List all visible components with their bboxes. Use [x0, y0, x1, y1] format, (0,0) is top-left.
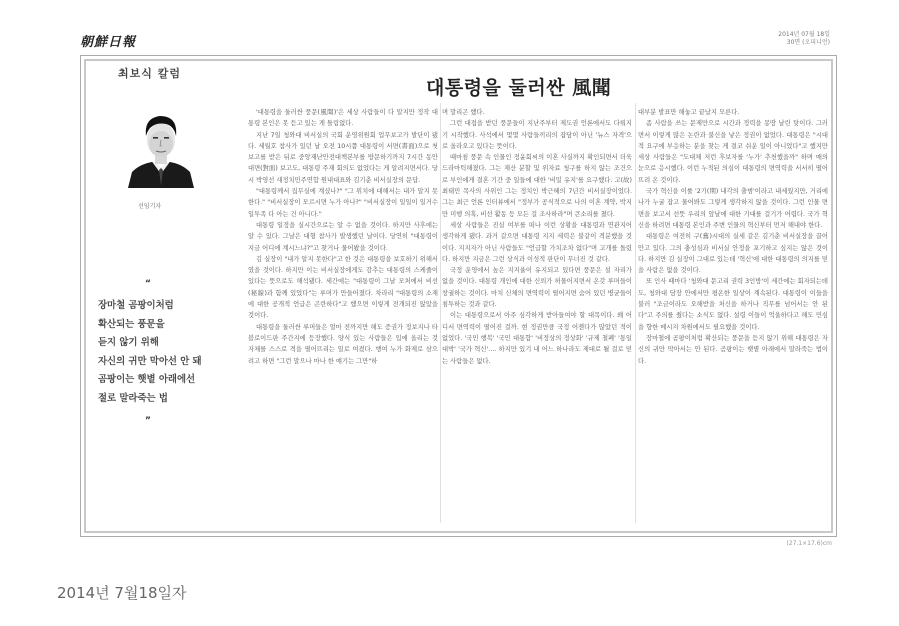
column-divider — [440, 103, 441, 523]
paragraph: "대통령께서 집무실에 계셨나?" "그 위치에 대해서는 내가 알지 못한다." "비서실장이 모르시면 누가 아나?" "비서실장이 일일이 일거수일투족 다 아는 건 아니다." — [248, 188, 438, 218]
article-headline: 대통령을 둘러싼 風聞 — [426, 77, 612, 99]
pull-quote-line: 절로 말라죽는 법 — [98, 392, 168, 404]
pull-quote-line: 자신의 귀만 막아선 안 돼 — [98, 355, 202, 367]
close-quote-mark: ” — [145, 416, 151, 426]
open-quote-mark: “ — [145, 279, 151, 289]
paragraph: 며 말리곤 했다. — [442, 109, 485, 116]
pull-quote — [98, 279, 218, 426]
paragraph: 또 인사 때마다 '청와대 문고리 권력 3인방'이 세간에는 회자되는데도, 청와대 담장 안에서만 평온한 일상이 계속된다. 대통령이 이들을 불러 "조금이라도 오해받을 처신을 하거나 직무를 넘어서는 안 된다"고 주의를 줬다는 소식도 없다. 설령 이들이 억울하다고 해도 민심을 향한 메시지 차원에서도 필요했을 것이다. — [638, 278, 828, 331]
paragraph: 때마침 풍문 속 인물인 정윤회씨의 이혼 사실까지 확인되면서 더욱 드라마틱해졌다. 그는 재산 분할 및 위자료 청구를 하지 않는 조건으로 부인에게 결혼 기간 중 일들에 대한 '비밀 유지'를 요구했다. 고(故) 최태민 목사의 사위인 그는 정치인 박근혜의 7년간 비서실장이었다. 그는 최근 언론 인터뷰에서 "정부가 공식적으로 나의 이혼 계약, 박지만 미행 의혹, 비선 활동 등 모든 걸 조사하라"며 큰소리를 쳤다. — [442, 154, 632, 218]
paragraph: 김 실장이 "내가 알지 못한다"고 한 것은 대통령을 보호하기 위해서였을 것이다. 하지만 이는 비서실장에게도 감추는 대통령의 스케줄이 있다는 뜻으로도 해석됐다. 세간에는 "대통령이 그날 모처에서 비선(秘線)과 함께 있었다"는 루머가 만들어졌다. 차라리 "대통령의 소재에 대한 공개적 언급은 곤란하다"고 했으면 이렇게 전개되진 않았을 것이다. — [248, 255, 438, 320]
article-inner-frame — [84, 59, 833, 533]
column-divider — [635, 103, 636, 523]
paragraph: 국정 운영에서 높은 지지율이 유지되고 있다면 풍문은 설 자리가 없을 것이다. 대통령 개인에 대한 신뢰가 허물어지면서 온갖 루머들이 창궐하는 것이다. 마치 신체의 면역력이 떨어지면 숨어 있던 병균들이 침투하는 것과 같다. — [442, 267, 632, 309]
paragraph: 대통령은 여전히 구(舊)시대의 실세 같은 김기춘 비서실장을 끌어안고 있다. 그의 충성심과 비서실 안정을 포기하고 싶지는 않은 것이다. 하지만 김 실장이 그대로 있는데 '혁신'에 대한 대통령의 의지를 믿을 사람은 없을 것이다. — [638, 233, 828, 275]
author-photo-icon — [126, 106, 196, 188]
pull-quote-lines — [98, 297, 218, 408]
paragraph: 지난 7일 청와대 비서실의 국회 운영위원회 업무보고가 발단이 됐다. 세월호 참사가 있던 날 오전 10시쯤 대통령이 서면(書面)으로 첫 보고를 받은 뒤로 중앙재난안전대책본부를 방문하기까지 7시간 동안 대면(對面) 보고도, 대통령 주재 회의도 없었다는 게 알려지면서다. 당시 박영선 새정치민주연합 원내대표와 김기춘 비서실장의 문답. — [248, 131, 438, 184]
clipping-size-note: (27.1×17.6)cm — [786, 540, 832, 547]
paragraph: 장마철에 곰팡이처럼 확산되는 풍문을 듣지 않기 위해 대통령은 자신의 귀만 막아서는 안 된다. 곰팡이는 햇볕 아래에서 말라죽는 법이다. — [638, 334, 828, 365]
dateline — [778, 31, 830, 47]
paragraph: 국가 혁신을 이룰 '2기(期) 내각의 출범'이라고 내세웠지만, 거리에 나가 누굴 잡고 물어봐도 그렇게 생각하지 않을 것이다. 그런 인물 면면을 보고서 선뜻 우리의 앞날에 대한 기대를 걸기가 어렵다. 국가 혁신을 하려면 대통령 본인과 주변 인물의 혁신부터 먼저 해내야 한다. — [638, 188, 828, 229]
paragraph: 대통령을 둘러싼 루머들은 얼마 전까지만 해도 증권가 정보지나 타블로이드판 주간지에 등장했다. 양식 있는 사람들은 입에 올리는 것 자체를 스스로 격을 떨어뜨리는 일로 여겼다. 행여 누가 화제로 삼으려고 하면 "그런 말으나 마나 한 얘기는 그만"하 — [248, 323, 438, 365]
article-column-3 — [638, 107, 828, 367]
pull-quote-line: 듣지 않기 위해 — [98, 337, 159, 348]
article-column-2 — [442, 107, 632, 367]
author-caption: 선임기자 — [138, 203, 162, 210]
newspaper-masthead: 朝鮮日報 — [80, 35, 137, 50]
page-section: 30면 (오피니언) — [786, 39, 830, 46]
article-column-1 — [248, 107, 438, 367]
paragraph: 좀 사람을 쓰는 문제만으로 시간과 정력을 몽땅 날린 탓이다. 그러면서 이렇게 많은 논란과 불신을 낳은 정권이 없었다. 대통령은 "시대적 요구에 부응하는 분을 찾는 게 결코 쉬운 일이 아니었다"고 했지만 세상 사람들은 "도대체 저런 후보자를 '누가' 추천했을까" 하며 매의 눈으로 응시했다. 이런 누적된 의심이 대통령의 면역력을 서서히 떨어뜨려 온 것이다. — [638, 120, 828, 184]
pull-quote-line: 곰팡이는 햇볕 아래에선 — [98, 374, 196, 385]
paragraph: 이는 대통령으로서 아주 심각하게 받아들여야 할 대목이다. 왜 어디서 면역력이 떨어진 걸까. 현 정권만큼 국정 어젠다가 많았던 적이 없었다. '국민 행복' '국민 대통합' '비정상의 정상화' '규제 철폐' '통일 대박' '국가 혁신'…. 하지만 있기 내 어느 하나라도 제대로 될 걸로 믿는 사람들은 없다. — [442, 312, 632, 365]
pull-quote-line: 장마철 곰팡이처럼 — [98, 300, 174, 311]
publication-date: 2014년 07월 18일 — [778, 31, 830, 38]
column-label: 최보식 칼럼 — [118, 67, 181, 80]
paragraph: 그런 대접을 받던 풍문들이 지난주부터 제도권 언론에서도 다뤄지기 시작했다. 사석에서 몇몇 사람들끼리의 잡담이 아닌 '뉴스 자격'으로 올라오고 있다는 뜻이다. — [442, 120, 632, 150]
paragraph: 대통령 일정을 실시간으로는 알 수 없을 것이다. 하지만 사후에는 알 수 있다. 그날은 대형 참사가 발생했던 날이다. 당연히 "대통령이 지금 어디에 계시느냐?"고 찾거나 물어봤을 것이다. — [248, 221, 438, 252]
paragraph: 세상 사람들은 진실 여부를 떠나 이런 상황을 대통령과 연관지어 생각하게 됐다. 과거 같으면 대통령 지지 세력은 불같이 격분했을 것이다. 지지자가 아닌 사람들도 "언급할 가치조차 없다"며 고개를 돌렸다. 하지만 지금은 그런 상식과 이성적 판단이 무너진 것 같다. — [442, 221, 632, 263]
article-frame — [80, 55, 837, 537]
edition-date-caption: 2014년 7월18일자 — [57, 584, 187, 602]
paragraph: '대통령을 둘러싼 풍문(風聞)'은 세상 사람들이 다 알지만 정작 대통령 본인은 못 듣고 있는 게 틀림없다. — [248, 109, 438, 128]
paragraph: 대부분 발표만 해놓고 끝났지 모른다. — [638, 109, 740, 116]
newspaper-clipping — [60, 25, 860, 555]
author-portrait — [126, 106, 196, 188]
pull-quote-line: 확산되는 풍문을 — [98, 318, 165, 330]
